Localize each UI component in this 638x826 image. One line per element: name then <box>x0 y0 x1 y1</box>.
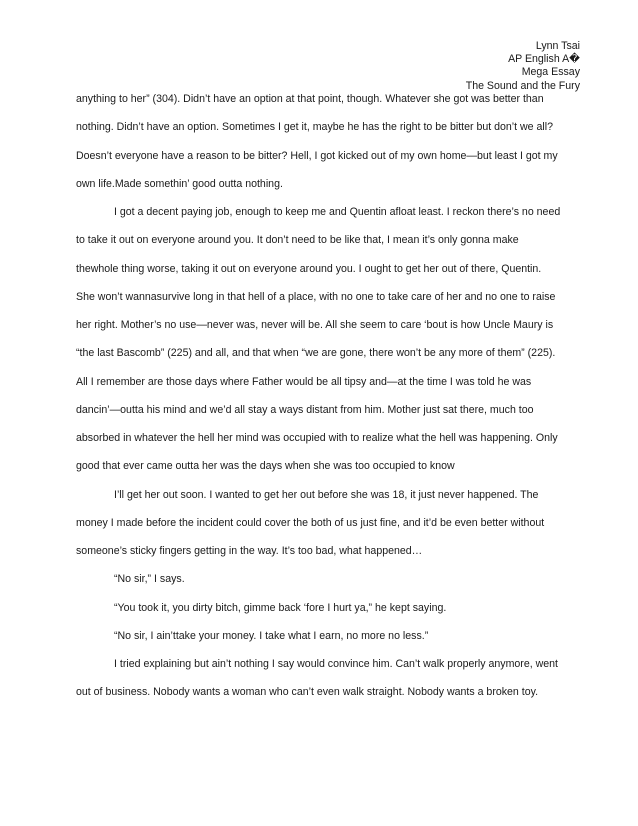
text-line: her right. Mother’s no use—never was, never will be. All she seem to care ‘bout is how Uncle Maury is <box>76 319 554 331</box>
assignment-name: Mega Essay <box>521 66 580 79</box>
text-line: “the last Bascomb” (225) and all, and that when “we are gone, there won’t be any more of them” (225). <box>76 347 556 359</box>
text-line: absorbed in whatever the hell her mind was occupied with to realize what the hell was happening. Only <box>76 432 558 444</box>
text-line: someone’s sticky fingers getting in the way. It’s too bad, what happened… <box>76 545 423 557</box>
course-name: AP English A� <box>508 53 580 66</box>
text-line: She won’t wannasurvive long in that hell of a place, with no one to take care of her and no one to raise <box>76 291 556 303</box>
text-line: nothing. Didn’t have an option. Sometimes I get it, maybe he has the right to be bitter but don’t we all? <box>76 121 554 133</box>
paragraph-first-line: I tried explaining but ain’t nothing I say would convince him. Can’t walk properly anymore, went <box>114 658 558 670</box>
author-name: Lynn Tsai <box>535 40 580 52</box>
text-line: own life.Made somethin’ good outta nothing. <box>76 178 283 190</box>
text-line: out of business. Nobody wants a woman who can’t even walk straight. Nobody wants a broken toy. <box>76 686 539 698</box>
text-line: to take it out on everyone around you. It don’t need to be like that, I mean it’s only gonna make <box>76 234 519 246</box>
paragraph-first-line: I got a decent paying job, enough to keep me and Quentin afloat least. I reckon there’s no need <box>114 206 561 218</box>
text-line: anything to her” (304). Didn’t have an option at that point, though. Whatever she got was better than <box>76 93 544 105</box>
text-line: good that ever came outta her was the days when she was too occupied to know <box>76 460 455 472</box>
page-header <box>466 40 580 93</box>
text-line: Doesn’t everyone have a reason to be bitter? Hell, I got kicked out of my own home—but least I got my <box>76 150 558 162</box>
text-line: dancin’—outta his mind and we’d all stay a ways distant from him. Mother just sat there, much too <box>76 404 534 416</box>
dialogue-line: “You took it, you dirty bitch, gimme back ‘fore I hurt ya,” he kept saying. <box>114 602 447 614</box>
text-line: All I remember are those days where Father would be all tipsy and—at the time I was told he was <box>76 376 532 388</box>
paragraph-first-line: I’ll get her out soon. I wanted to get her out before she was 18, it just never happened. The <box>114 489 539 501</box>
dialogue-line: “No sir, I ain’ttake your money. I take what I earn, no more no less.” <box>114 630 429 642</box>
book-title: The Sound and the Fury <box>465 79 580 92</box>
dialogue-line: “No sir,” I says. <box>114 573 185 585</box>
text-line: thewhole thing worse, taking it out on everyone around you. I ought to get her out of there, Quentin. <box>76 263 542 275</box>
text-line: money I made before the incident could cover the both of us just fine, and it’d be even better without <box>76 517 545 529</box>
